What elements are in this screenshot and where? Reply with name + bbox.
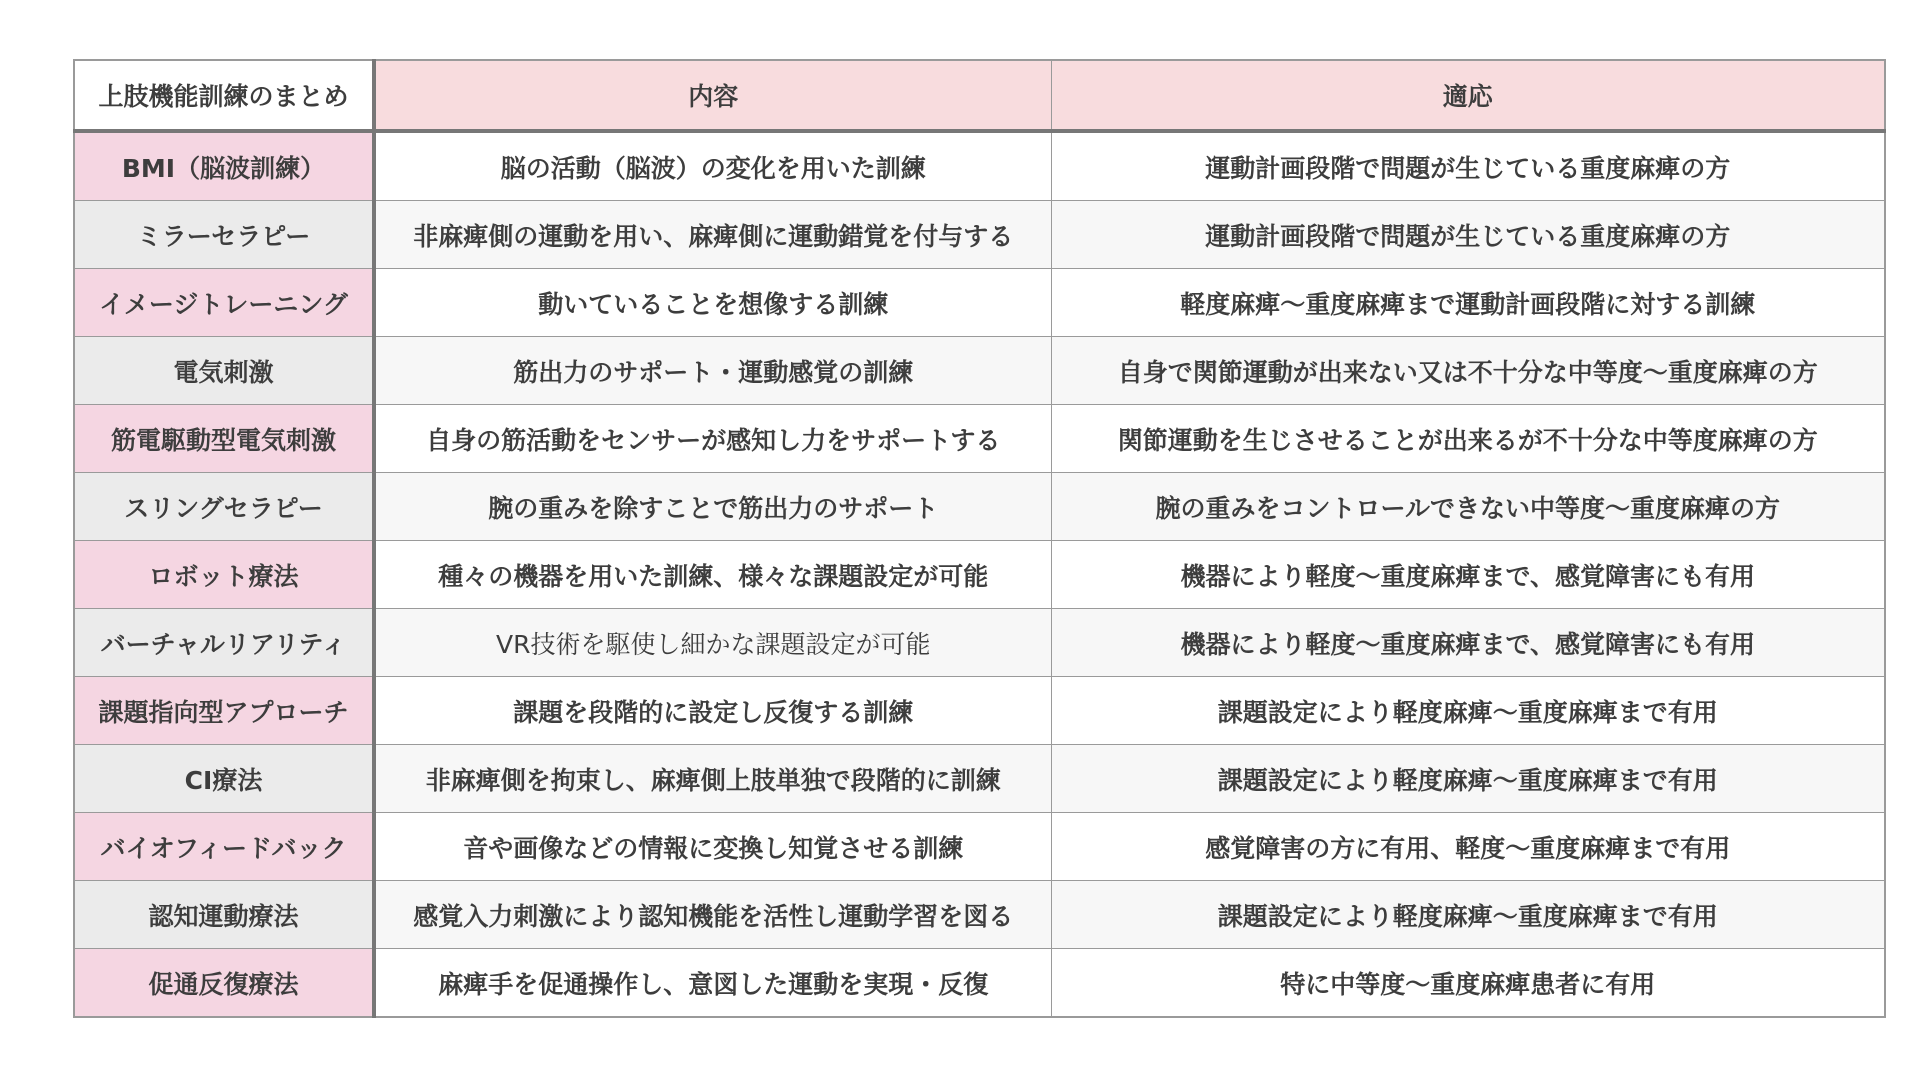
content-cell: 音や画像などの情報に変換し知覚させる訓練: [374, 813, 1051, 881]
indication-cell: 腕の重みをコントロールできない中等度〜重度麻痺の方: [1051, 473, 1885, 541]
training-name-cell: BMI（脳波訓練）: [74, 131, 374, 201]
content-cell: 筋出力のサポート・運動感覚の訓練: [374, 337, 1051, 405]
table-row: [74, 337, 1885, 405]
training-name-cell: イメージトレーニング: [74, 269, 374, 337]
indication-cell: 関節運動を生じさせることが出来るが不十分な中等度麻痺の方: [1051, 405, 1885, 473]
indication-cell: 課題設定により軽度麻痺〜重度麻痺まで有用: [1051, 745, 1885, 813]
table-header-row: [74, 60, 1885, 131]
content-cell: VR技術を駆使し細かな課題設定が可能: [374, 609, 1051, 677]
table-title-cell: 上肢機能訓練のまとめ: [74, 60, 374, 131]
training-name-cell: 促通反復療法: [74, 949, 374, 1018]
content-cell: 種々の機器を用いた訓練、様々な課題設定が可能: [374, 541, 1051, 609]
table-row: [74, 473, 1885, 541]
indication-cell: 課題設定により軽度麻痺〜重度麻痺まで有用: [1051, 677, 1885, 745]
table-row: [74, 541, 1885, 609]
indication-cell: 運動計画段階で問題が生じている重度麻痺の方: [1051, 201, 1885, 269]
training-name-cell: 電気刺激: [74, 337, 374, 405]
content-cell: 腕の重みを除すことで筋出力のサポート: [374, 473, 1051, 541]
indication-cell: 軽度麻痺〜重度麻痺まで運動計画段階に対する訓練: [1051, 269, 1885, 337]
training-name-cell: CI療法: [74, 745, 374, 813]
training-name-cell: ミラーセラピー: [74, 201, 374, 269]
training-name-cell: 認知運動療法: [74, 881, 374, 949]
training-summary-table-container: [73, 59, 1884, 1018]
table-row: [74, 131, 1885, 201]
table-row: [74, 201, 1885, 269]
content-cell: 脳の活動（脳波）の変化を用いた訓練: [374, 131, 1051, 201]
indication-cell: 感覚障害の方に有用、軽度〜重度麻痺まで有用: [1051, 813, 1885, 881]
content-cell: 課題を段階的に設定し反復する訓練: [374, 677, 1051, 745]
table-row: [74, 949, 1885, 1018]
table-row: [74, 677, 1885, 745]
content-cell: 麻痺手を促通操作し、意図した運動を実現・反復: [374, 949, 1051, 1018]
indication-cell: 課題設定により軽度麻痺〜重度麻痺まで有用: [1051, 881, 1885, 949]
training-summary-table: [73, 59, 1886, 1018]
training-name-cell: 課題指向型アプローチ: [74, 677, 374, 745]
table-row: [74, 813, 1885, 881]
indication-cell: 自身で関節運動が出来ない又は不十分な中等度〜重度麻痺の方: [1051, 337, 1885, 405]
training-name-cell: バイオフィードバック: [74, 813, 374, 881]
content-cell: 自身の筋活動をセンサーが感知し力をサポートする: [374, 405, 1051, 473]
content-column-header: 内容: [374, 60, 1051, 131]
content-cell: 非麻痺側を拘束し、麻痺側上肢単独で段階的に訓練: [374, 745, 1051, 813]
training-name-cell: スリングセラピー: [74, 473, 374, 541]
table-row: [74, 745, 1885, 813]
content-cell: 非麻痺側の運動を用い、麻痺側に運動錯覚を付与する: [374, 201, 1051, 269]
table-row: [74, 405, 1885, 473]
training-name-cell: バーチャルリアリティ: [74, 609, 374, 677]
training-name-cell: 筋電駆動型電気刺激: [74, 405, 374, 473]
content-cell: 感覚入力刺激により認知機能を活性し運動学習を図る: [374, 881, 1051, 949]
indication-cell: 運動計画段階で問題が生じている重度麻痺の方: [1051, 131, 1885, 201]
table-row: [74, 881, 1885, 949]
indication-cell: 特に中等度〜重度麻痺患者に有用: [1051, 949, 1885, 1018]
indication-cell: 機器により軽度〜重度麻痺まで、感覚障害にも有用: [1051, 609, 1885, 677]
table-row: [74, 609, 1885, 677]
indication-cell: 機器により軽度〜重度麻痺まで、感覚障害にも有用: [1051, 541, 1885, 609]
content-cell: 動いていることを想像する訓練: [374, 269, 1051, 337]
training-name-cell: ロボット療法: [74, 541, 374, 609]
table-row: [74, 269, 1885, 337]
indication-column-header: 適応: [1051, 60, 1885, 131]
